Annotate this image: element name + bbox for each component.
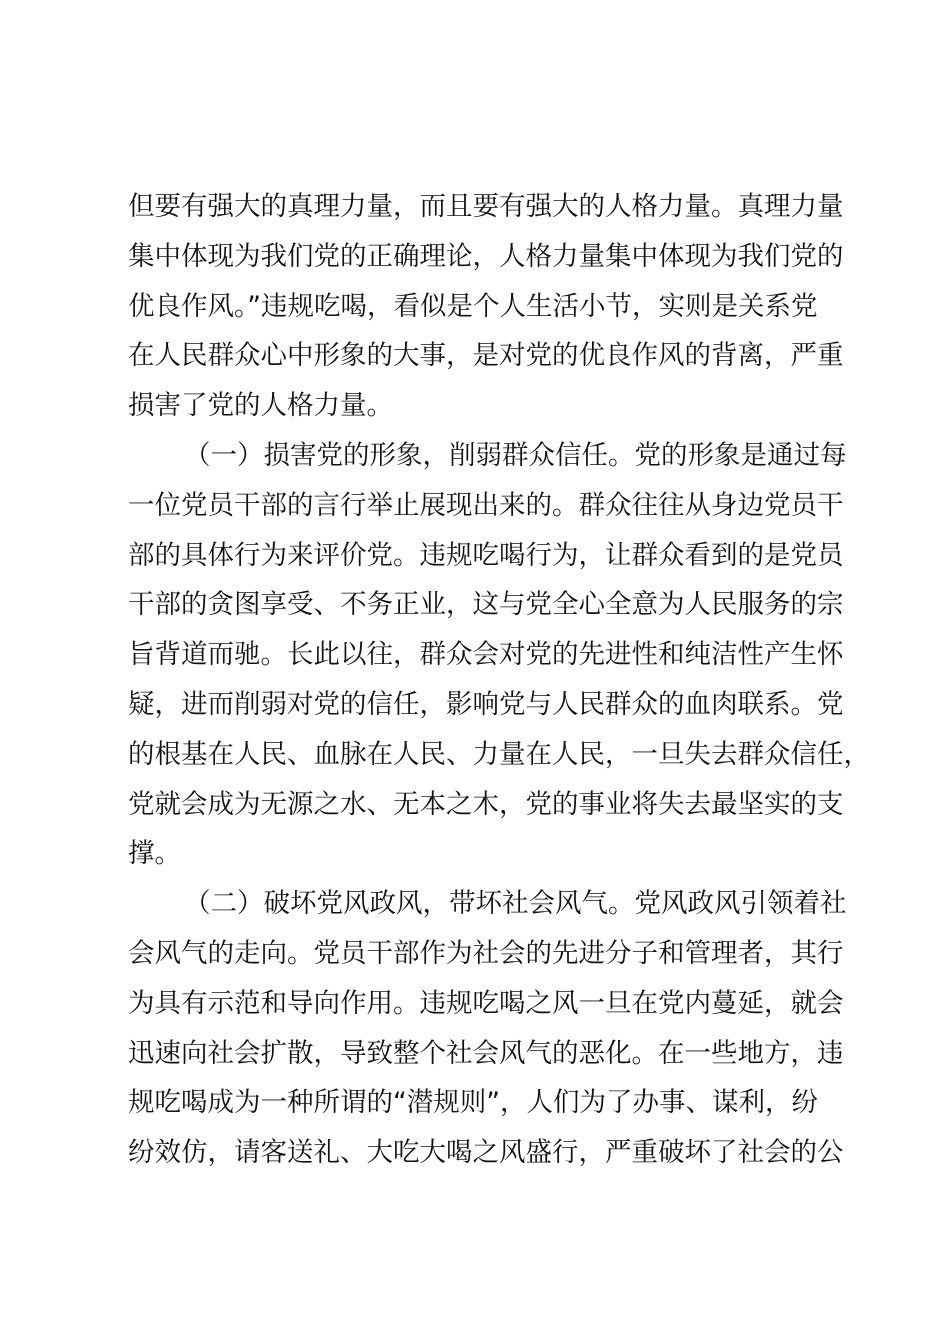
text-line: 为具有示范和导向作用。违规吃喝之风一旦在党内蔓延，就会 [128,987,844,1019]
text-line: 规吃喝成为一种所谓的“潜规则”，人们为了办事、谋利，纷 [128,1087,818,1119]
text-line: 疑，进而削弱对党的信任，影响党与人民群众的血肉联系。党 [128,688,844,720]
text-line: 会风气的走向。党员干部作为社会的先进分子和管理者，其行 [128,937,844,969]
text-line: 集中体现为我们党的正确理论，人格力量集中体现为我们党的 [128,240,844,272]
text-line: 优良作风。”违规吃喝，看似是个人生活小节，实则是关系党 [128,290,818,322]
text-line: 的根基在人民、血脉在人民、力量在人民，一旦失去群众信任， [128,738,870,770]
text-line: 撑。 [128,838,181,870]
text-line: 在人民群众心中形象的大事，是对党的优良作风的背离，严重 [128,340,844,372]
body-text [128,182,870,1178]
text-line: 损害了党的人格力量。 [128,390,393,422]
text-line: 旨背道而驰。长此以往，群众会对党的先进性和纯洁性产生怀 [128,639,844,671]
text-line: 纷效仿，请客送礼、大吃大喝之风盛行，严重破坏了社会的公 [128,1137,844,1169]
text-line: 干部的贪图享受、不务正业，这与党全心全意为人民服务的宗 [128,589,844,621]
text-line: 迅速向社会扩散，导致整个社会风气的恶化。在一些地方，违 [128,1037,844,1069]
section-heading-line: （二）破坏党风政风，带坏社会风气。党风政风引领着社 [184,888,847,920]
text-line: 一位党员干部的言行举止展现出来的。群众往往从身边党员干 [128,489,844,521]
text-line: 但要有强大的真理力量，而且要有强大的人格力量。真理力量 [128,191,844,222]
text-line: 党就会成为无源之水、无本之木，党的事业将失去最坚实的支 [128,788,844,820]
section-heading-line: （一）损害党的形象，削弱群众信任。党的形象是通过每 [184,439,847,471]
text-line: 部的具体行为来评价党。违规吃喝行为，让群众看到的是党员 [128,539,844,571]
